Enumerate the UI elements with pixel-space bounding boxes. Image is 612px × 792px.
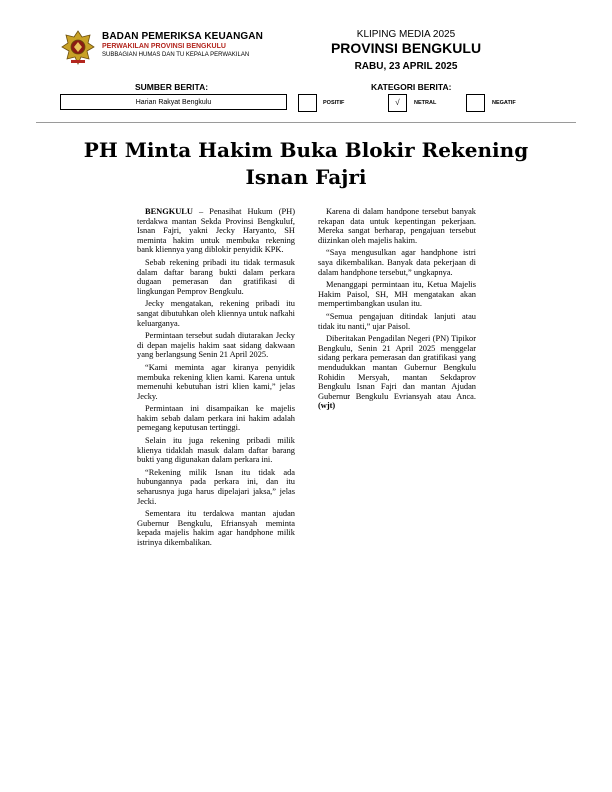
paragraph-text: Diberitakan Pengadilan Negeri (PN) Tipikor Bengkulu, Senin 21 April 2025 menggelar sidang perkara pemerasan dan gratifikasi yang mendudukkan mantan Gubernur Bengkulu Rohidin Mersyah, mantan Sekdaprov Bengkulu Isnan Fajri dan mantan Ajudan Gubernur Bengkulu Evriansyah atau Anca. xyxy=(318,334,476,401)
org-name: BADAN PEMERIKSA KEUANGAN xyxy=(102,31,263,42)
paragraph: “Kami meminta agar kiranya penyidik membuka rekening klien kami. Karena untuk memenuhi kebutuhan istri klien kami,” jelas Jecky. xyxy=(137,362,295,401)
paragraph: Permintaan tersebut sudah diutarakan Jecky di depan majelis hakim saat sidang dakwaan yang berlangsung Senin 21 April 2025. xyxy=(137,331,295,360)
dateline: BENGKULU xyxy=(145,207,193,216)
positif-label: POSITIF xyxy=(323,100,345,106)
paragraph: Selain itu juga rekening pribadi milik klienya tidaklah masuk dalam daftar barang bukti yang digunakan dalam perkara ini. xyxy=(137,436,295,465)
source-field: Harian Rakyat Bengkulu xyxy=(60,94,287,110)
netral-label: NETRAL xyxy=(414,100,437,106)
bpk-seal-logo xyxy=(60,28,96,66)
kliping-title: KLIPING MEDIA 2025 xyxy=(356,29,456,40)
article-column-1 xyxy=(137,207,295,551)
org-branch: PERWAKILAN PROVINSI BENGKULU xyxy=(102,43,226,50)
publication-date: RABU, 23 APRIL 2025 xyxy=(354,61,458,72)
paragraph xyxy=(137,207,295,255)
paragraph: Menanggapi permintaan itu, Ketua Majelis Hakim Paisol, SH, MH mengatakan akan mempertimbangkan usulan itu. xyxy=(318,280,476,309)
paragraph: Permintaan ini disampaikan ke majelis hakim sebab dalam perkara ini hakim adalah pemegang keputusan tertinggi. xyxy=(137,404,295,433)
province-title: PROVINSI BENGKULU xyxy=(330,40,482,56)
header-divider xyxy=(36,122,576,123)
paragraph: “Rekening milik Isnan itu tidak ada hubungannya pada perkara ini, dan itu seharusnya juga harus dipelajari jaksa,” jelas Jecki. xyxy=(137,467,295,506)
paragraph: Sebab rekening pribadi itu tidak termasuk dalam daftar barang bukti dalam perkara dugaan pemerasan dan gratifikasi di lingkungan Pemprov Bengkulu. xyxy=(137,257,295,296)
negatif-checkbox xyxy=(466,94,485,112)
positif-checkbox xyxy=(298,94,317,112)
article-title: PH Minta Hakim Buka Blokir Rekening Isnan Fajri xyxy=(83,138,529,189)
paragraph: Jecky mengatakan, rekening pribadi itu sangat dibutuhkan oleh kliennya untuk nafkahi keluarganya. xyxy=(137,299,295,328)
paragraph: Karena di dalam handpone tersebut banyak rekapan data untuk kepentingan pekerjaan. Mereka sangat berharap, pengajuan tersebut diizinkan oleh majelis hakim. xyxy=(318,207,476,245)
org-subdivision: SUBBAGIAN HUMAS DAN TU KEPALA PERWAKILAN xyxy=(102,52,250,58)
article-column-2 xyxy=(318,207,476,414)
author-signoff: (wjt) xyxy=(318,401,336,411)
paragraph: “Saya mengusulkan agar handphone istri saya dikembalikan. Banyak data pekerjaan di dalam handphone tersebut,” ungkapnya. xyxy=(318,248,476,277)
source-label: SUMBER BERITA: xyxy=(135,82,209,92)
negatif-label: NEGATIF xyxy=(492,100,516,106)
netral-checkbox: √ xyxy=(388,94,407,112)
paragraph: “Semua pengajuan ditindak lanjuti atau tidak itu nanti,” ujar Paisol. xyxy=(318,311,476,331)
paragraph xyxy=(318,334,476,411)
paragraph: Sementara itu terdakwa mantan ajudan Gubernur Bengkulu, Efriansyah meminta kepada majelis hakim agar handphone milik istrinya dikembalikan. xyxy=(137,509,295,547)
paragraph-text: – Penasihat Hukum (PH) terdakwa mantan Sekda Provinsi Bengkuluf, Isnan Fajri, yakni Jecky Haryanto, SH meminta hakim untuk membuka rekening bank kliennya yang diblokir penyidik KPK. xyxy=(137,207,295,255)
category-label: KATEGORI BERITA: xyxy=(371,82,452,92)
